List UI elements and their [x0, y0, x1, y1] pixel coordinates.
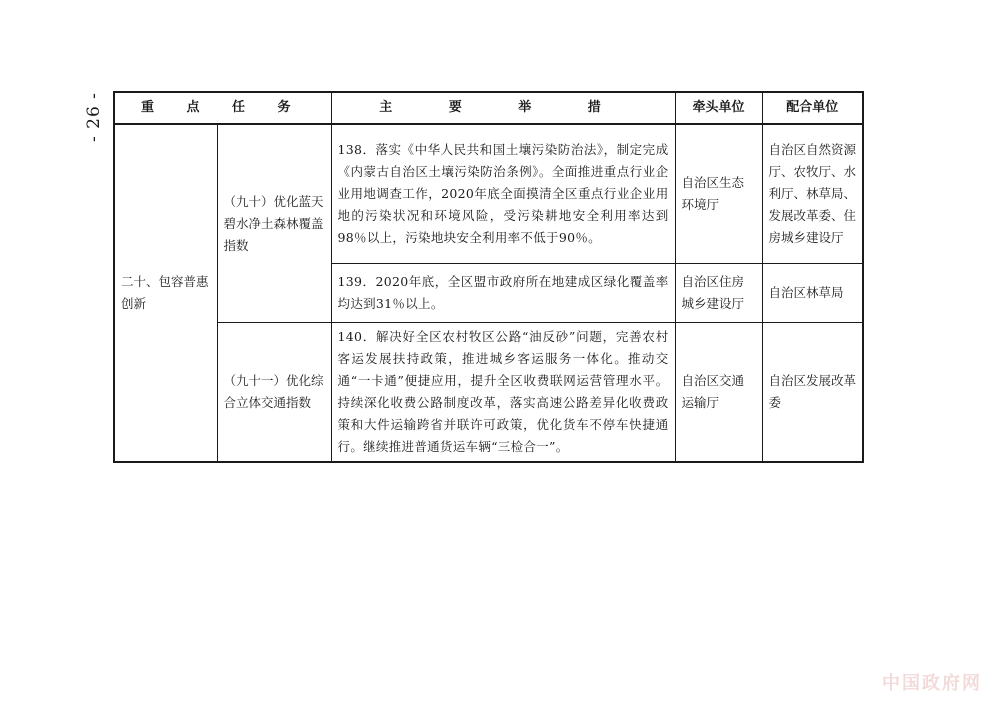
- lead-unit-cell: 自治区住房城乡建设厅: [675, 264, 762, 323]
- header-row: [114, 92, 863, 124]
- measure-cell: 138．落实《中华人民共和国土壤污染防治法》，制定完成《内蒙古自治区土壤污染防治条例》。全面推进重点行业企业用地调查工作，2020年底全面摸清全区重点行业企业用地的污染状况和环境风险，受污染耕地安全利用率达到98％以上，污染地块安全利用率不低于90％。: [331, 124, 675, 264]
- measure-cell: 139．2020年底，全区盟市政府所在地建成区绿化覆盖率均达到31％以上。: [331, 264, 675, 323]
- lead-unit-cell: 自治区交通运输厅: [675, 323, 762, 463]
- measures-table: [113, 91, 864, 463]
- lead-unit-cell: 自治区生态环境厅: [675, 124, 762, 264]
- header-main-measures: 主 要 举 措: [331, 92, 675, 124]
- header-lead-unit: 牵头单位: [675, 92, 762, 124]
- subtask-cell: （九十一）优化综合立体交通指数: [217, 323, 331, 463]
- table-row: [114, 323, 863, 463]
- cooperating-unit-cell: 自治区发展改革委: [762, 323, 863, 463]
- header-key-tasks: 重 点 任 务: [114, 92, 331, 124]
- cooperating-unit-cell: 自治区自然资源厅、农牧厅、水利厅、林草局、发展改革委、住房城乡建设厅: [762, 124, 863, 264]
- page-number: - 26 -: [84, 92, 104, 142]
- cooperating-unit-cell: 自治区林草局: [762, 264, 863, 323]
- watermark-logo: 中国政府网: [882, 673, 982, 694]
- table-row: [114, 124, 863, 264]
- subtask-cell: （九十）优化蓝天碧水净土森林覆盖指数: [217, 124, 331, 323]
- category-cell: 二十、包容普惠创新: [114, 124, 217, 462]
- measure-cell: 140．解决好全区农村牧区公路“油反砂”问题，完善农村客运发展扶持政策，推进城乡客运服务一体化。推动交通“一卡通”便捷应用，提升全区收费联网运营管理水平。持续深化收费公路制度改革，落实高速公路差异化收费政策和大件运输跨省并联许可政策，优化货车不停车快捷通行。继续推进普通货运车辆“三检合一”。: [331, 323, 675, 463]
- header-cooperating-units: 配合单位: [762, 92, 863, 124]
